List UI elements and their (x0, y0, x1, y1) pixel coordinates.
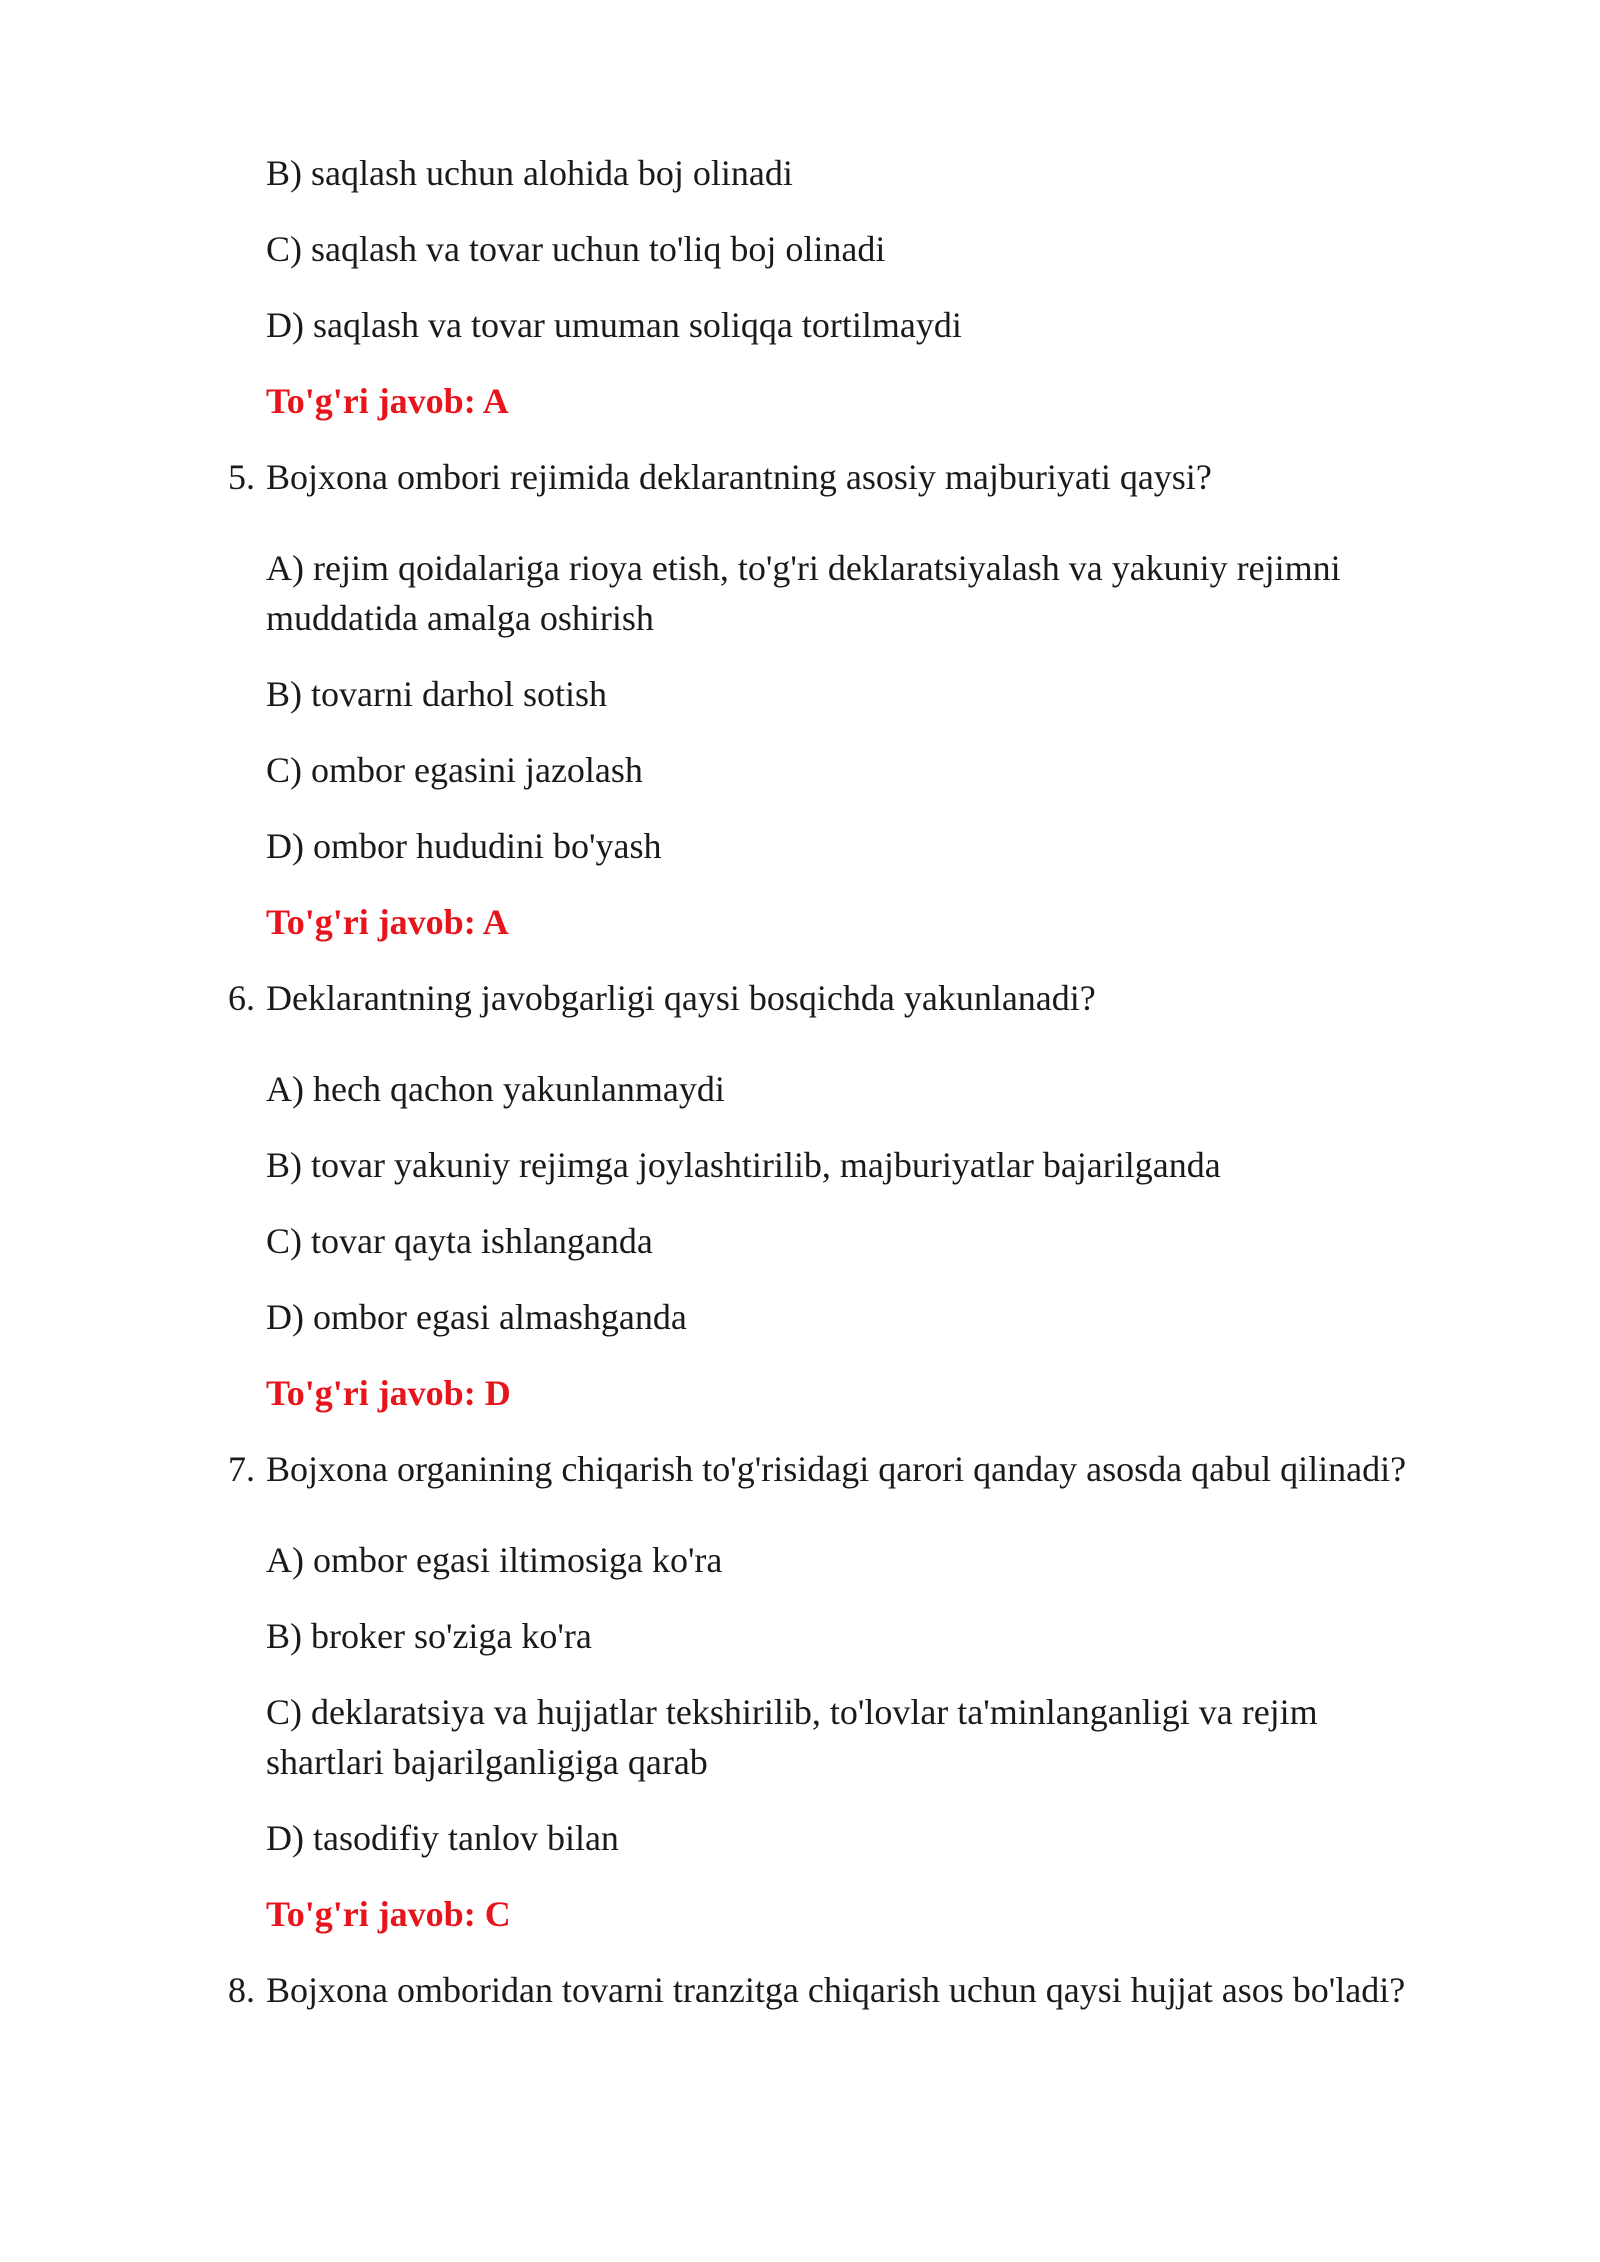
option-c: C) tovar qayta ishlanganda (266, 1221, 653, 1261)
correct-answer: To'g'ri javob: C (266, 1894, 511, 1934)
option-a: A) hech qachon yakunlanmaydi (266, 1069, 725, 1109)
option-a: A) rejim qoidalariga rioya etish, to'g'ri deklaratsiyalash va yakuniy rejimni muddatida amalga oshirish (266, 548, 1341, 638)
option-d: D) saqlash va tovar umuman soliqqa tortilmaydi (266, 305, 962, 345)
option-d: D) tasodifiy tanlov bilan (266, 1818, 619, 1858)
question-7 (228, 1444, 1406, 1494)
question-number: 6. (228, 978, 255, 1018)
correct-answer: To'g'ri javob: A (266, 902, 509, 942)
question-number: 7. (228, 1449, 255, 1489)
option-b: B) broker so'ziga ko'ra (266, 1616, 592, 1656)
question-number: 5. (228, 457, 255, 497)
question-5 (228, 452, 1212, 502)
question-text: Bojxona organining chiqarish to'g'risidagi qarori qanday asosda qabul qilinadi? (266, 1449, 1407, 1489)
question-text: Deklarantning javobgarligi qaysi bosqichda yakunlanadi? (266, 978, 1096, 1018)
option-d: D) ombor egasi almashganda (266, 1297, 687, 1337)
option-b: B) tovar yakuniy rejimga joylashtirilib, majburiyatlar bajarilganda (266, 1145, 1221, 1185)
question-text: Bojxona omboridan tovarni tranzitga chiqarish uchun qaysi hujjat asos bo'ladi? (266, 1970, 1406, 2010)
option-c: C) ombor egasini jazolash (266, 750, 643, 790)
question-number: 8. (228, 1970, 255, 2010)
question-6 (228, 973, 1096, 1023)
option-c: C) deklaratsiya va hujjatlar tekshirilib, to'lovlar ta'minlanganligi va rejim shartlari bajarilganligiga qarab (266, 1692, 1318, 1782)
option-d: D) ombor hududini bo'yash (266, 826, 662, 866)
option-c: C) saqlash va tovar uchun to'liq boj olinadi (266, 229, 886, 269)
question-text: Bojxona ombori rejimida deklarantning asosiy majburiyati qaysi? (266, 457, 1212, 497)
question-8 (228, 1965, 1405, 2015)
correct-answer: To'g'ri javob: A (266, 381, 509, 421)
option-a: A) ombor egasi iltimosiga ko'ra (266, 1540, 723, 1580)
option-b: B) saqlash uchun alohida boj olinadi (266, 153, 793, 193)
option-b: B) tovarni darhol sotish (266, 674, 607, 714)
correct-answer: To'g'ri javob: D (266, 1373, 511, 1413)
